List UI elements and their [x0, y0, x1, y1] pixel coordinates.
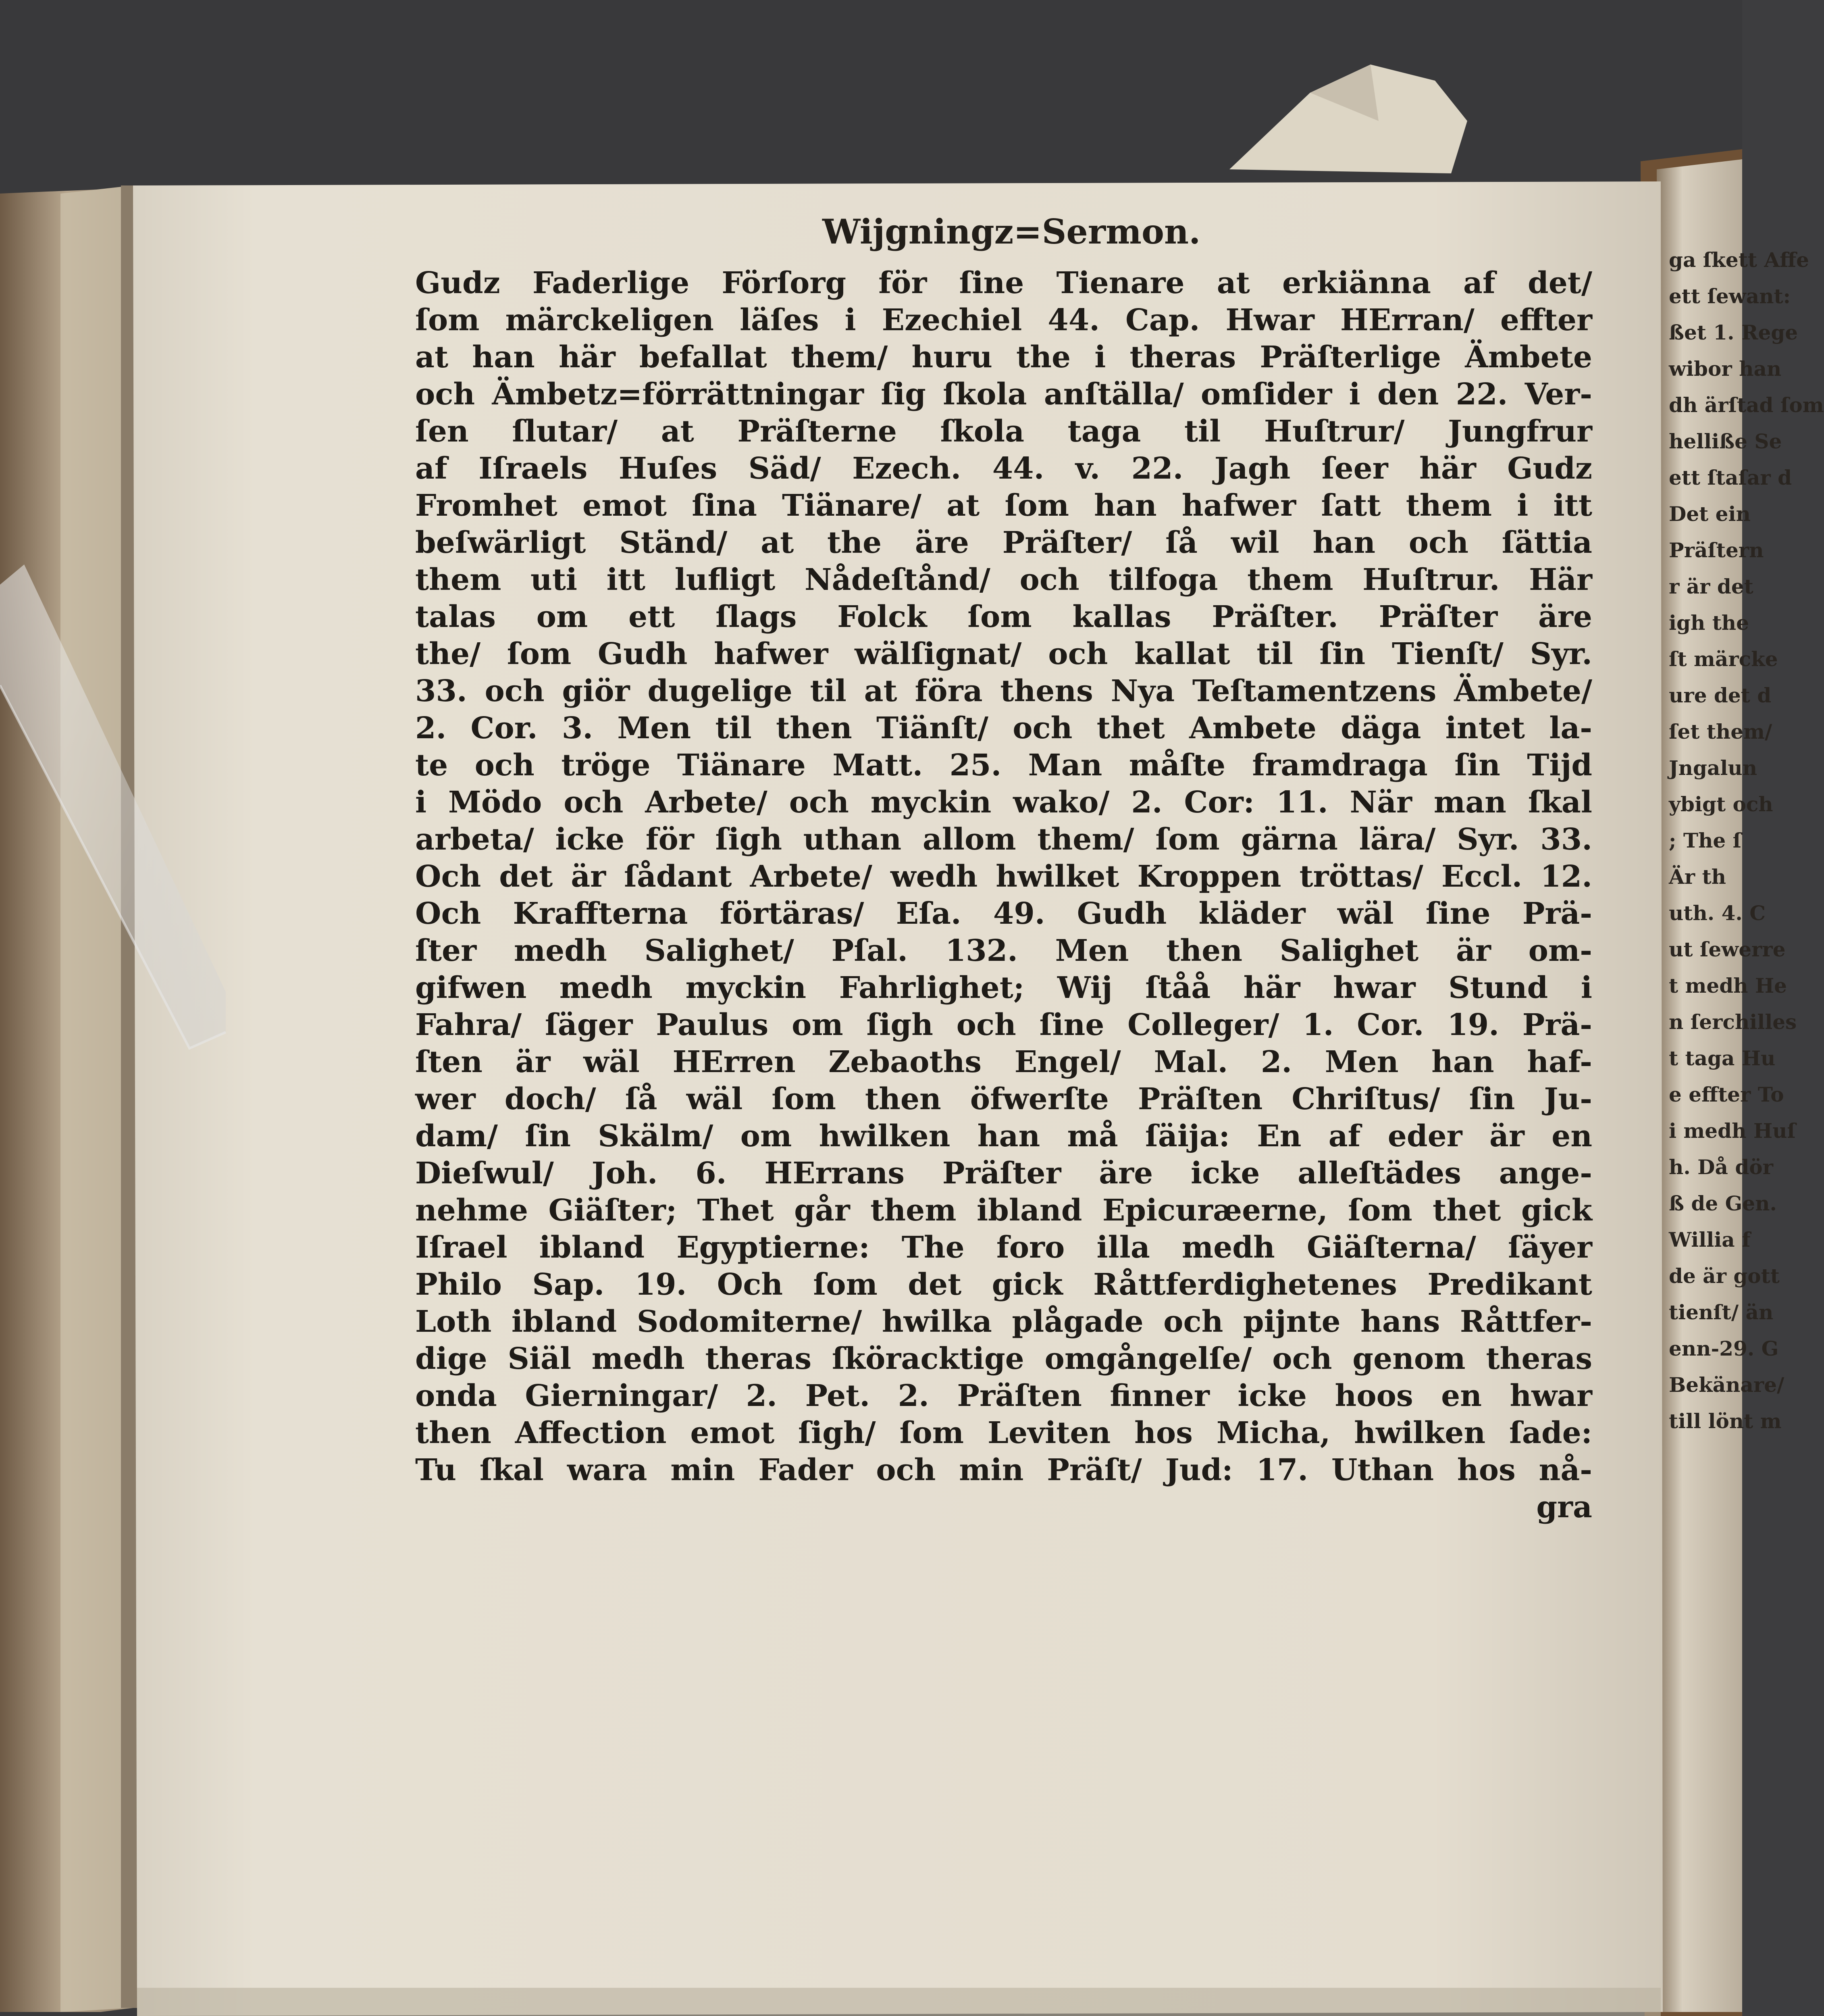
margin-fragment: Det ein	[1669, 502, 1751, 526]
margin-fragment: e effter To	[1669, 1083, 1784, 1106]
margin-fragment: helliße Se	[1669, 429, 1782, 453]
catchword: gra	[1536, 1490, 1592, 1524]
text-line: gifwen medh myckin Fahrlighet; Wij ſtåå här hwar Stund i	[415, 971, 1592, 1005]
margin-fragment: ga ſkett Affe	[1669, 248, 1809, 272]
text-line: 33. och giör dugelige til at föra thens Nya Teſtamentzens Ämbete/	[415, 674, 1592, 708]
margin-fragment: h. Då dör	[1669, 1155, 1773, 1179]
margin-fragment: ure det d	[1669, 683, 1772, 707]
margin-fragment: t medh He	[1669, 974, 1787, 998]
margin-fragment: ſt märcke	[1669, 647, 1778, 671]
margin-fragment: ſet them/	[1669, 720, 1772, 744]
margin-fragment: tienſt/ än	[1669, 1300, 1774, 1324]
text-line: Och det är ſådant Arbete/ wedh hwilket Kroppen tröttas/ Eccl. 12.	[415, 859, 1592, 894]
text-line: Tu ſkal wara min Fader och min Präſt/ Jud: 17. Uthan hos nå-	[415, 1453, 1592, 1487]
text-line: 2. Cor. 3. Men til then Tiänſt/ och thet Ambete däga intet la-	[415, 711, 1592, 746]
margin-fragment: igh the	[1669, 611, 1749, 635]
margin-fragment: till lönt m	[1669, 1409, 1782, 1433]
text-line: them uti itt lufligt Nådeſtånd/ och tilfoga them Huſtrur. Här	[415, 562, 1592, 597]
margin-fragment: t taga Hu	[1669, 1046, 1776, 1070]
margin-fragment: i medh Huſ	[1669, 1119, 1796, 1143]
text-line: Fahra/ ſäger Paulus om ſigh och ſine Colleger/ 1. Cor. 19. Prä-	[415, 1008, 1592, 1042]
margin-fragment: ut ſewerre	[1669, 937, 1786, 961]
margin-fragment: n ſerchilles	[1669, 1010, 1797, 1034]
text-line: Fromhet emot ſina Tiänare/ at ſom han hafwer ſatt them i itt	[415, 488, 1592, 523]
margin-fragment: ß de Gen.	[1669, 1191, 1777, 1215]
text-line: af Iſraels Huſes Säd/ Ezech. 44. v. 22. Jagh ſeer här Gudz	[415, 451, 1592, 486]
margin-fragment: ßet 1. Rege	[1669, 321, 1798, 344]
margin-fragment: ett ſtaſar d	[1669, 466, 1792, 489]
text-line: ſter medh Salighet/ Pſal. 132. Men then Salighet är om-	[415, 933, 1592, 968]
margin-fragment: Är th	[1669, 865, 1726, 889]
margin-fragment: Jngalun	[1669, 756, 1757, 780]
text-line: onda Gierningar/ 2. Pet. 2. Präſten finner icke hoos en hwar	[415, 1379, 1592, 1413]
margin-fragment: ett ſewant:	[1669, 284, 1791, 308]
margin-fragment: de är gott	[1669, 1264, 1780, 1288]
margin-fragment: Bekänare/	[1669, 1373, 1784, 1397]
text-line: wer doch/ ſå wäl ſom then öfwerſte Präſten Chriſtus/ ſin Ju-	[415, 1082, 1592, 1116]
text-line: the/ ſom Gudh hafwer wälſignat/ och kallat til ſin Tienſt/ Syr.	[415, 637, 1592, 671]
text-line: dam/ ſin Skälm/ om hwilken han må ſäija: En af eder är en	[415, 1119, 1592, 1154]
text-line: arbeta/ icke för ſigh uthan allom them/ ſom gärna lära/ Syr. 33.	[415, 822, 1592, 857]
text-line: at han här befallat them/ huru the i theras Präſterlige Ämbete	[415, 340, 1592, 375]
text-line: ſten är wäl HErren Zebaoths Engel/ Mal. 2. Men han haf-	[415, 1045, 1592, 1079]
margin-fragment: ; The ſ	[1669, 829, 1742, 852]
text-line: then Affection emot ſigh/ ſom Leviten hos Micha, hwilken ſade:	[415, 1416, 1592, 1450]
margin-fragment: wibor han	[1669, 357, 1782, 381]
text-line: dige Siäl medh theras ſköracktige omgångelſe/ och genom theras	[415, 1341, 1592, 1376]
margin-fragment: enn-29. G	[1669, 1337, 1779, 1360]
text-line: Philo Sap. 19. Och ſom det gick Råttferdighetenes Predikant	[415, 1267, 1592, 1302]
text-line: Dieſwul/ Joh. 6. HErrans Präſter äre icke alleſtädes ange-	[415, 1156, 1592, 1191]
text-line: talas om ett ſlags Folck ſom kallas Präſter. Präſter äre	[415, 600, 1592, 634]
margin-fragment: Willia f	[1669, 1228, 1751, 1252]
text-line: te och tröge Tiänare Matt. 25. Man måſte framdraga ſin Tijd	[415, 748, 1592, 783]
text-line: och Ämbetz=förrättningar ſig ſkola anſtälla/ omſider i den 22. Ver-	[415, 377, 1592, 412]
text-line: beſwärligt Ständ/ at the äre Präſter/ ſå wil han och ſättia	[415, 525, 1592, 560]
margin-fragment: Präſtern	[1669, 538, 1764, 562]
margin-fragment: r är det	[1669, 575, 1753, 598]
text-line: ſen ſlutar/ at Präſterne ſkola taga til Huſtrur/ Jungfrur	[415, 414, 1592, 449]
text-line: ſom märckeligen läſes i Ezechiel 44. Cap. Hwar HErran/ effter	[415, 303, 1592, 337]
margin-fragment: dh ärſtad ſom	[1669, 393, 1824, 417]
text-line: nehme Giäſter; Thet går them ibland Epicuræerne, ſom thet gick	[415, 1193, 1592, 1228]
margin-fragment: ybigt och	[1669, 792, 1773, 816]
text-line: i Mödo och Arbete/ och myckin wako/ 2. Cor: 11. När man ſkal	[415, 785, 1592, 820]
text-line: Loth ibland Sodomiterne/ hwilka plågade och pijnte hans Råttfer-	[415, 1304, 1592, 1339]
text-line: Gudz Faderlige Förſorg för ſine Tienare at erkiänna af det/	[415, 266, 1592, 300]
text-line: Och Kraffterna förtäras/ Eſa. 49. Gudh kläder wäl ſine Prä-	[415, 896, 1592, 931]
text-line: Iſrael ibland Egyptierne: The foro illa medh Giäſterna/ ſäyer	[415, 1230, 1592, 1265]
margin-fragment: uth. 4. C	[1669, 901, 1766, 925]
running-header: Wijgningz=Sermon.	[822, 212, 1201, 252]
